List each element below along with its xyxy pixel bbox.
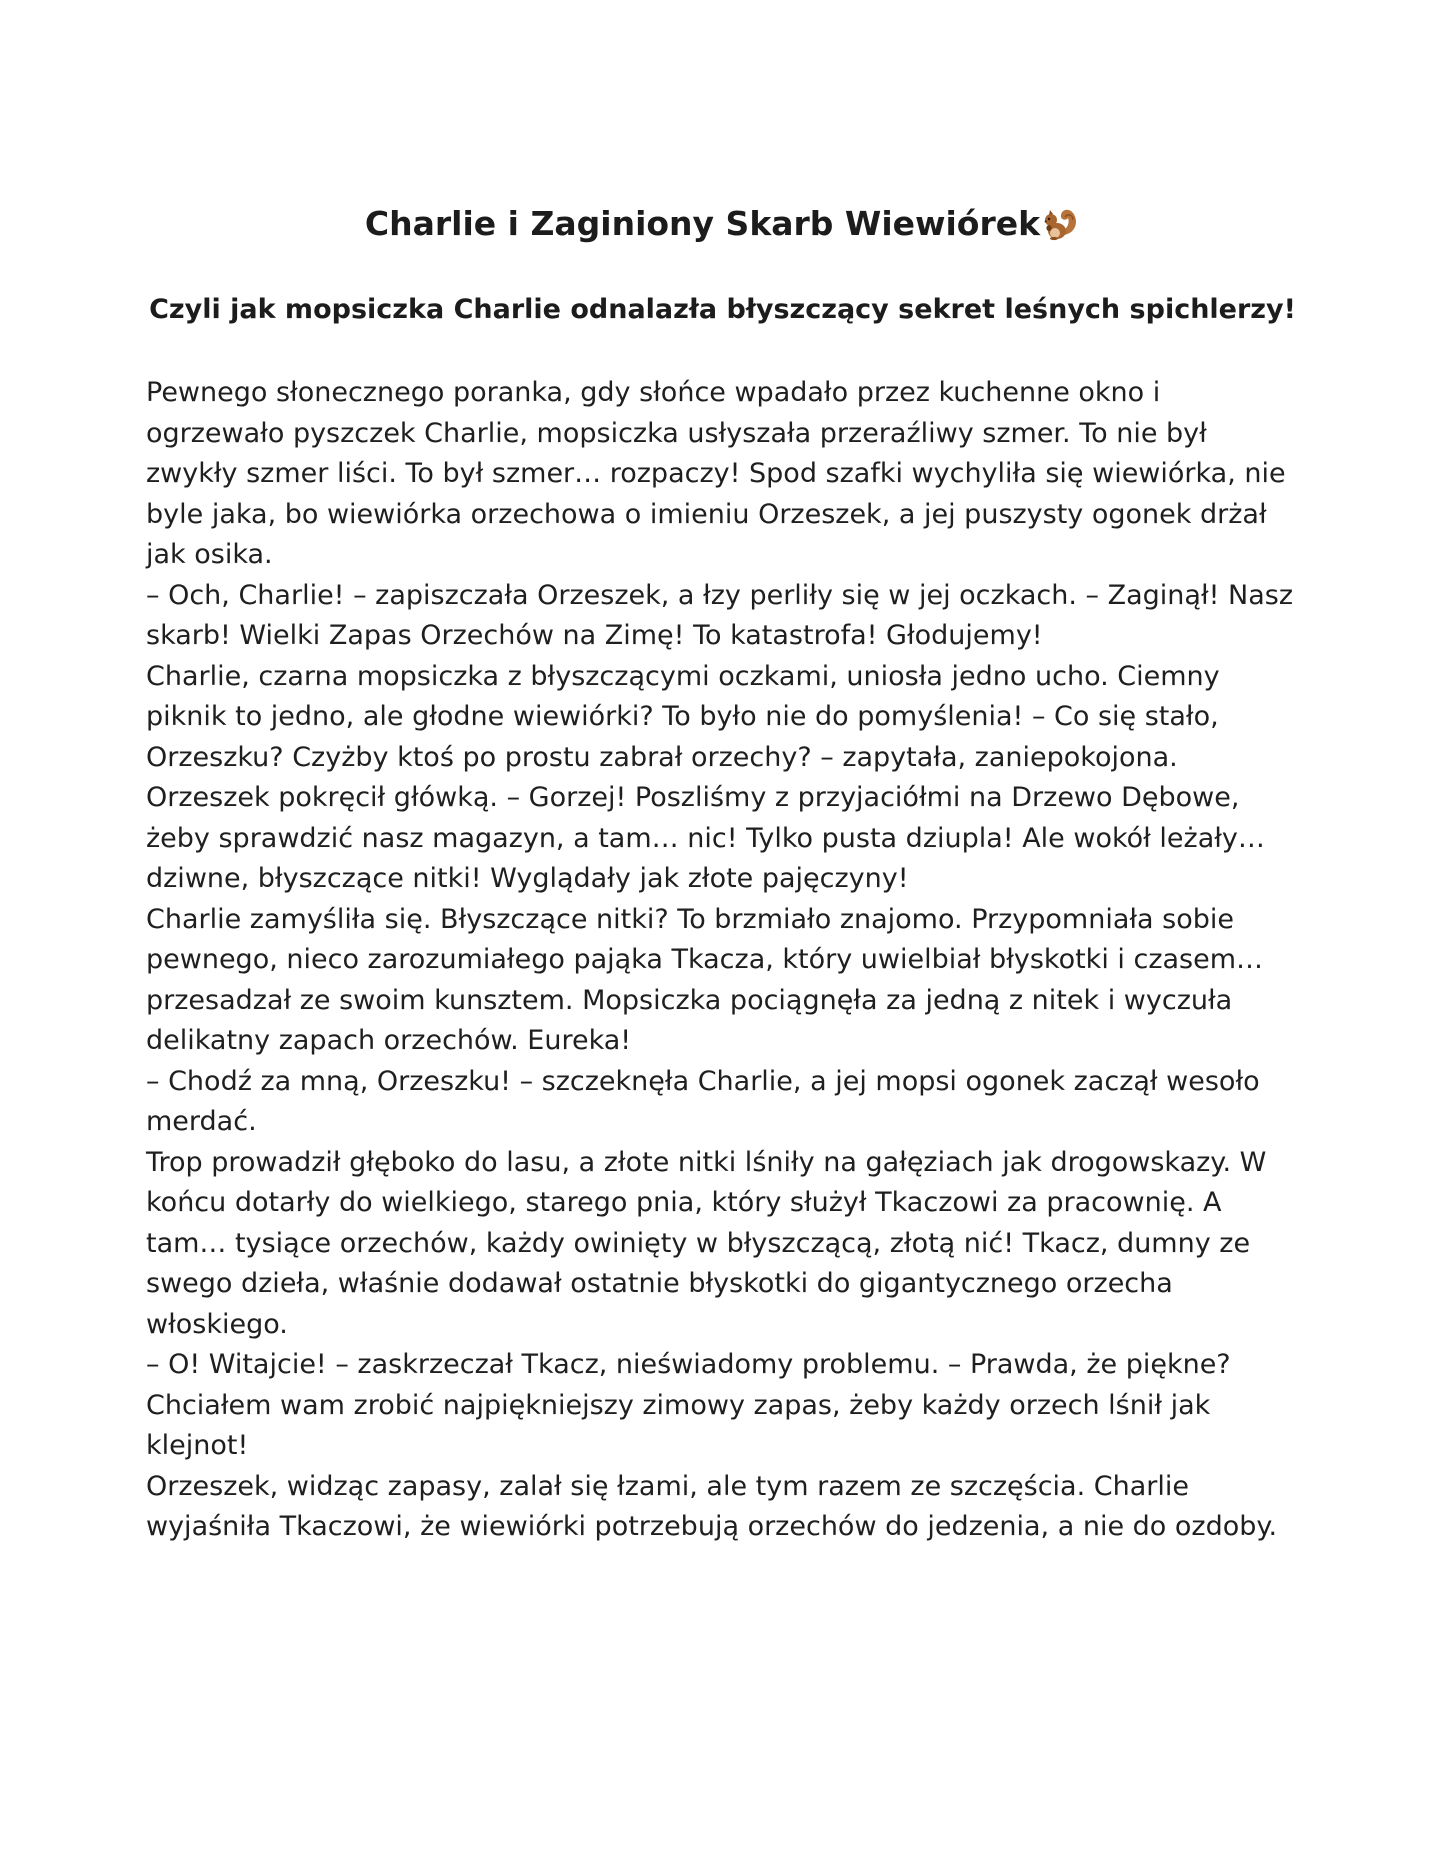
- paragraph: Orzeszek pokręcił główką. – Gorzej! Poszliśmy z przyjaciółmi na Drzewo Dębowe, żeby sprawdzić nasz magazyn, a tam… nic! Tylko pusta dziupla! Ale wokół leżały… dziwne, błyszczące nitki! Wyglądały jak złote pajęczyny!: [146, 782, 1265, 894]
- document-subtitle: Czyli jak mopsiczka Charlie odnalazła błyszczący sekret leśnych spichlerzy!: [149, 294, 1296, 325]
- title-row: [0, 200, 1445, 246]
- paragraph: Charlie, czarna mopsiczka z błyszczącymi oczkami, uniosła jedno ucho. Ciemny piknik to jedno, ale głodne wiewiórki? To było nie do pomyślenia! – Co się stało, Orzeszku? Czyżby ktoś po prostu zabrał orzechy? – zapytała, zaniepokojona.: [146, 660, 1220, 773]
- paragraph: Pewnego słonecznego poranka, gdy słońce wpadało przez kuchenne okno i ogrzewało pyszczek Charlie, mopsiczka usłyszała przeraźliwy szmer. To nie był zwykły szmer liści. To był szmer… rozpaczy! Spod szafki wychyliła się wiewiórka, nie byle jaka, bo wiewiórka orzechowa o imieniu Orzeszek, a jej puszysty ogonek drżał jak osika.: [146, 377, 1286, 570]
- paragraph: – Och, Charlie! – zapiszczała Orzeszek, a łzy perliły się w jej oczkach. – Zaginął! Nasz skarb! Wielki Zapas Orzechów na Zimę! To katastrofa! Głodujemy!: [146, 579, 1294, 651]
- paragraph: Orzeszek, widząc zapasy, zalał się łzami, ale tym razem ze szczęścia. Charlie wyjaśniła Tkaczowi, że wiewiórki potrzebują orzechów do jedzenia, a nie do ozdoby.: [146, 1470, 1278, 1542]
- squirrel-icon: [1042, 205, 1080, 243]
- paragraph: Charlie zamyśliła się. Błyszczące nitki? To brzmiało znajomo. Przypomniała sobie pewnego, nieco zarozumiałego pająka Tkacza, który uwielbiał błyskotki i czasem… przesadzał ze swoim kunsztem. Mopsiczka pociągnęła za jedną z nitek i wyczuła delikatny zapach orzechów. Eureka!: [146, 903, 1264, 1056]
- document-title: Charlie i Zaginiony Skarb Wiewiórek: [364, 203, 1041, 243]
- paragraph: Trop prowadził głęboko do lasu, a złote nitki lśniły na gałęziach jak drogowskazy. W końcu dotarły do wielkiego, starego pnia, który służył Tkaczowi za pracownię. A tam… tysiące orzechów, każdy owinięty w błyszczącą, złotą nić! Tkacz, dumny ze swego dzieła, właśnie dodawał ostatnie błyskotki do gigantycznego orzecha włoskiego.: [146, 1146, 1267, 1340]
- story-body: [146, 373, 1306, 1548]
- paragraph: – Chodź za mną, Orzeszku! – szczeknęła Charlie, a jej mopsi ogonek zaczął wesoło merdać.: [146, 1065, 1260, 1137]
- paragraph: – O! Witajcie! – zaskrzeczał Tkacz, nieświadomy problemu. – Prawda, że piękne? Chciałem wam zrobić najpiękniejszy zimowy zapas, żeby każdy orzech lśnił jak klejnot!: [146, 1349, 1231, 1461]
